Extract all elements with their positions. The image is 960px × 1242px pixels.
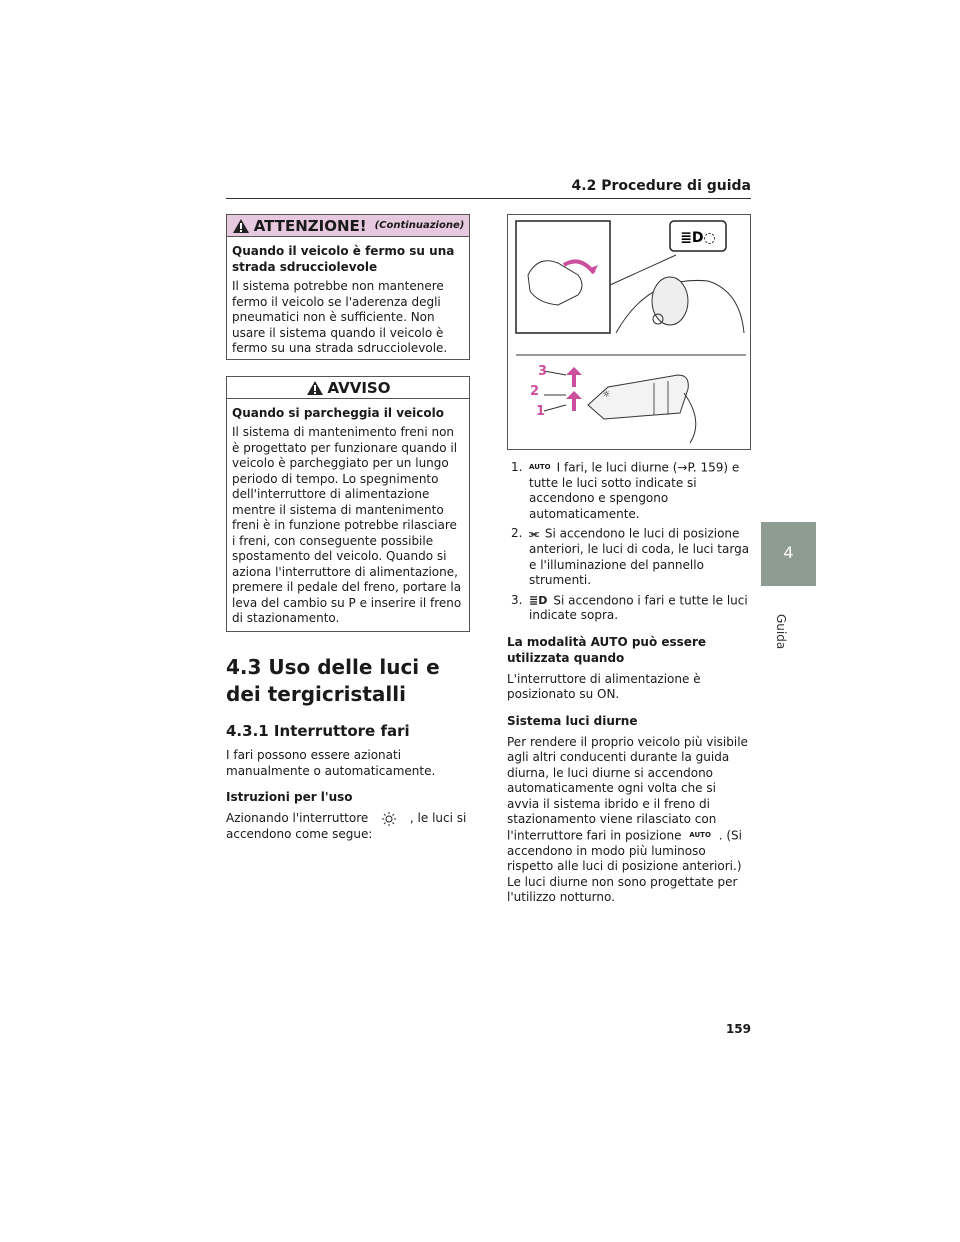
callout-label-2: 2	[530, 384, 540, 399]
chapter-number: 4	[783, 543, 794, 562]
instructions-text: Azionando l'interruttore , le luci si accendono come segue:	[226, 811, 467, 841]
notice-box	[226, 376, 470, 632]
instructions-title: Istruzioni per l'uso	[226, 790, 353, 804]
notice-subtitle: Quando si parcheggia il veicolo	[232, 406, 444, 420]
headlight-switch-illustration	[507, 214, 751, 450]
warning-triangle-icon	[232, 218, 250, 234]
callout-label-3: 3	[538, 364, 548, 379]
drl-title: Sistema luci diurne	[507, 713, 638, 728]
list-item: 1. AUTO I fari, le luci diurne (→P. 159) e tutte le luci sotto indicate si accendono e spengono automaticamente.	[511, 460, 740, 521]
header-divider	[226, 198, 751, 199]
notice-header	[227, 377, 469, 399]
svg-text:☼: ☼	[602, 390, 611, 400]
auto-mode-text: L'interruttore di alimentazione è posizionato su ON.	[507, 671, 701, 702]
drl-text: Per rendere il proprio veicolo più visibile agli altri conducenti durante la guida diurna, le luci diurne si accendono automaticamente ogni volta che si avvia il sistema ibrido e il freno di stazionamento viene rilasciato con l'interruttore fari in posizione AUTO . (Si accendono in modo più luminoso rispetto alle luci di posizione anteriori.) Le luci diurne non sono progettate per l'utilizzo notturno.	[507, 734, 748, 904]
intro-text: I fari possono essere azionati manualmente o automaticamente.	[226, 748, 436, 778]
warning-text: Il sistema potrebbe non mantenere fermo il veicolo se l'aderenza degli pneumatici non è sufficiente. Non usare il sistema quando il veicolo è fermo su una strada sdrucciolevole.	[232, 279, 448, 355]
warning-header	[227, 215, 469, 237]
warning-subtitle: Quando il veicolo è fermo su una strada sdrucciolevole	[232, 244, 455, 274]
warning-continuation: (Continuazione)	[374, 220, 465, 231]
section-header: 4.2 Procedure di guida	[571, 178, 751, 194]
notice-title: AVVISO	[327, 378, 391, 397]
list-item: 3. ≣D Si accendono i fari e tutte le luci indicate sopra.	[511, 592, 748, 623]
warning-box	[226, 214, 470, 360]
callout-label-1: 1	[536, 404, 546, 419]
auto-icon: AUTO	[529, 463, 551, 471]
right-column	[507, 214, 751, 906]
auto-mode-title: La modalità AUTO può essere utilizzata quando	[507, 634, 706, 665]
list-item: 2. ⫘ Si accendono le luci di posizione anteriori, le luci di coda, le luci targa e l'illuminazione del pannello strumenti.	[511, 526, 750, 587]
headlight-switch-icon	[372, 812, 406, 826]
left-column	[226, 214, 470, 842]
svg-text:≣D◌: ≣D◌	[680, 230, 716, 246]
chapter-label: Guida	[774, 614, 788, 650]
page-number: 159	[725, 1022, 751, 1036]
headlight-icon: ≣D	[529, 593, 548, 607]
warning-title: ATTENZIONE!	[253, 216, 367, 235]
light-modes-list	[507, 460, 751, 624]
warning-triangle-icon	[306, 380, 324, 396]
subsection-heading: 4.3.1 Interruttore fari	[226, 722, 410, 740]
section-heading: 4.3 Uso delle luci e dei tergicristalli	[226, 655, 440, 706]
auto-icon: AUTO	[689, 830, 711, 839]
position-lights-icon: ⫘	[529, 527, 539, 541]
notice-text: Il sistema di mantenimento freni non è progettato per funzionare quando il veicolo è parcheggiato per un lungo periodo di tempo. Lo spegnimento dell'interruttore di alimentazione mentre il sistema di mantenimento freni è in funzione potrebbe rilasciare i freni, con conseguente possibile spostamento del veicolo. Quando si aziona l'interruttore di alimentazione, premere il pedale del freno, portare la leva del cambio su P e inserire il freno di stazionamento.	[232, 425, 462, 625]
